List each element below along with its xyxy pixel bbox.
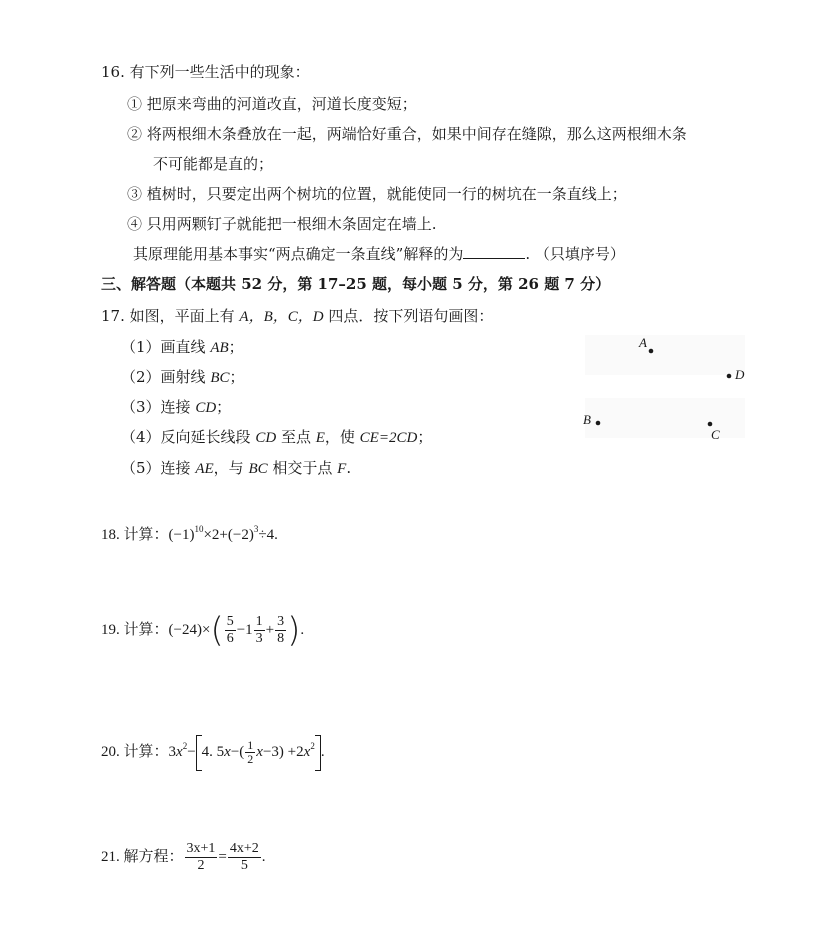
q16-number: 16. [101,63,125,81]
q17-points-figure [580,330,750,445]
fraction-3-8: $\frac{3}{8}$ [277,614,285,647]
q17-stem: 17. 如图，平面上有 A，B，C，D 四点．按下列语句画图： [101,307,494,325]
point-a [649,349,654,354]
q16-item-4: ④ 只用两颗钉子就能把一根细木条固定在墙上. [127,215,437,233]
section-3-heading: 三、解答题（本题共 52 分，第 17–25 题，每小题 5 分，第 26 题 7 分） [101,275,611,293]
q16-stem-text: 有下列一些生活中的现象： [129,63,310,81]
fraction-1-3: $\frac{1}{3}$ [255,614,263,647]
left-paren: ( [210,610,224,651]
q17-item-2: （2）画射线 BC； [121,368,245,386]
fraction-right: $\frac{4x+2}{5}$ [229,841,259,874]
figure-bg-top [585,335,745,375]
q19: 19. 计算：(−24)×( $\frac{5}{6}$ −1 $\frac{1}{3}$ + $\frac{3}{8}$ ). [101,610,305,651]
q16-stem [101,62,310,82]
figure-bg-bottom [585,398,745,438]
q16-item-2-cont: 不可能都是直的； [153,155,274,173]
q20: 20. 计算：$3x^2- 4$. 5x−( $\frac{1}{2}$ $x-3) +2x^2$ . [101,726,325,772]
label-b: B [583,412,591,427]
point-b [596,421,601,426]
q16-item-3: ③ 植树时，只要定出两个树坑的位置，就能使同一行的树坑在一条直线上； [127,185,627,203]
q21: 21. 解方程： $\frac{3x+1}{2}$ = $\frac{4x+2}{5}$ . [101,841,266,874]
label-a: A [639,335,647,350]
q18: 18. 计算：$(-1)^{10}\times 2+(-2)^3\div 4$. [101,524,278,543]
label-c: C [711,427,720,442]
q17-item-3: （3）连接 CD； [121,398,232,416]
point-c [708,422,713,427]
q17-item-4: （4）反向延长线段 CD 至点 E，使 CE=2CD； [121,428,433,446]
fraction-5-6: $\frac{5}{6}$ [226,614,234,647]
q16-item-2: ② 将两根细木条叠放在一起，两端恰好重合，如果中间存在缝隙，那么这两根细木条 [127,125,687,143]
fraction-left: $\frac{3x+1}{2}$ [186,841,216,874]
q17-item-5: （5）连接 AE，与 BC 相交于点 F. [121,459,352,477]
answer-blank [463,244,525,259]
q17-item-1: （1）画直线 AB； [121,338,244,356]
point-d [727,374,732,379]
right-paren: ) [287,610,301,651]
label-d: D [735,367,745,382]
q16-question: 其原理能用基本事实“两点确定一条直线”解释的为 . （只填序号） [133,245,625,263]
q16-item-1: ① 把原来弯曲的河道改直，河道长度变短； [127,95,417,113]
fraction-1-2: $\frac{1}{2}$ [247,738,254,767]
